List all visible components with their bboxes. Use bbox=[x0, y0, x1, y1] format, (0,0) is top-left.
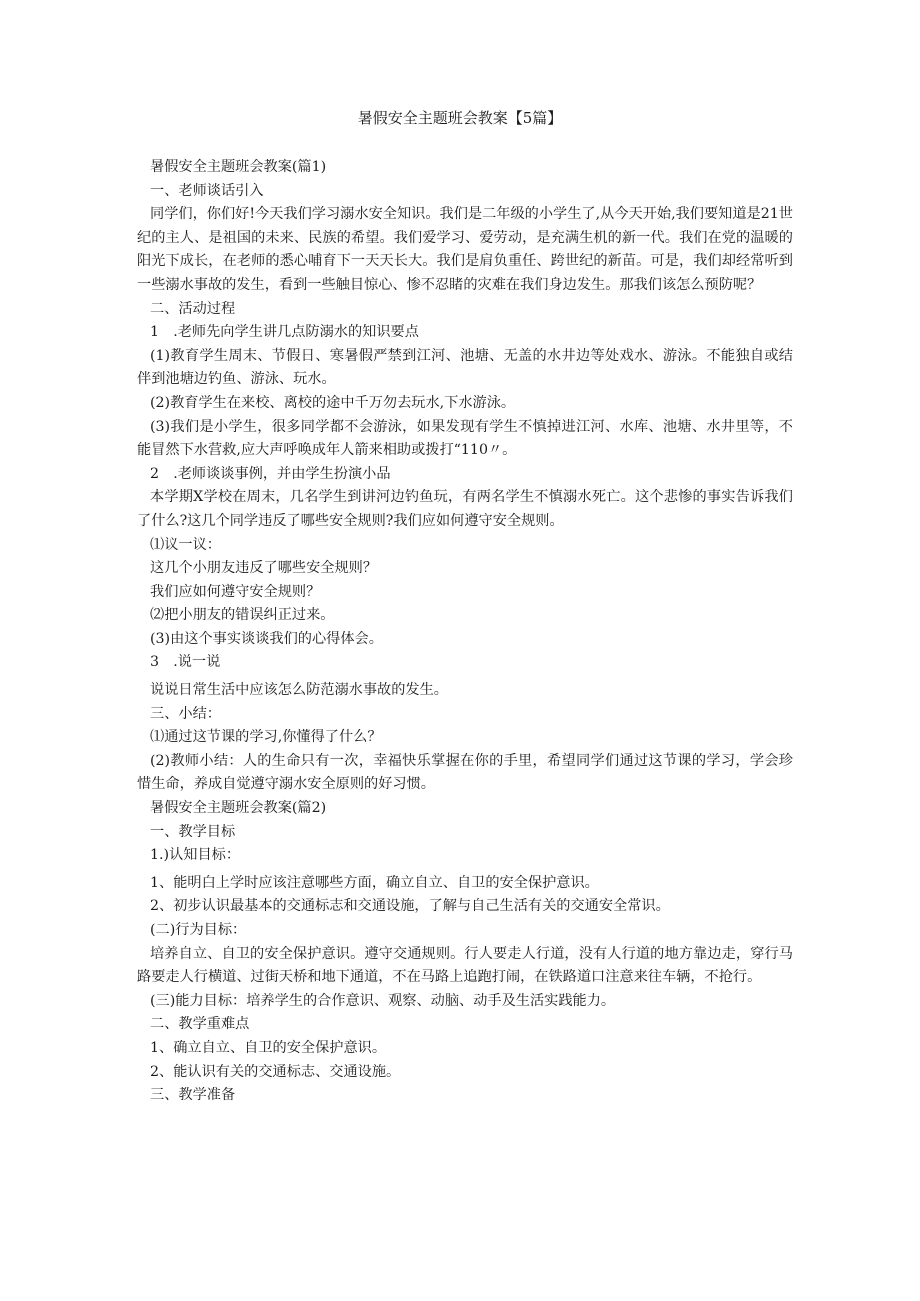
list-item-rule-3: (3)我们是小学生，很多同学都不会游泳，如果发现有学生不慎掉进江河、水库、池塘、水井里等，不能冒然下水营救,应大声呼唤成年人箭来相助或拨打“110〃。 bbox=[137, 418, 793, 459]
subheading-cognitive-goals: 1.)认知目标： bbox=[150, 847, 241, 864]
heading-teacher-intro: 一、老师谈话引入 bbox=[150, 182, 264, 199]
list-item-correct-mistakes: ⑵把小朋友的错误纠正过来。 bbox=[150, 607, 335, 624]
list-item-rule-1: (1)教育学生周末、节假日、寒暑假严禁到江河、池塘、无盖的水井边等处戏水、游泳。不能独自或结伴到池塘边钓鱼、游泳、玩水。 bbox=[137, 347, 793, 388]
section-heading-lesson-1: 暑假安全主题班会教案(篇1) bbox=[150, 159, 327, 175]
paragraph-ability-goals: (三)能力目标：培养学生的合作意识、观察、动脑、动手及生活实践能力。 bbox=[150, 992, 616, 1009]
document-body bbox=[137, 156, 793, 1108]
list-item-say-it: 3 .说一说 bbox=[150, 654, 221, 671]
heading-preparation: 三、教学准备 bbox=[150, 1087, 236, 1104]
list-item-what-learned: ⑴通过这节课的学习,你懂得了什么？ bbox=[150, 729, 382, 746]
document-title: 暑假安全主题班会教案【5篇】 bbox=[357, 109, 563, 127]
list-item-knowledge-points: 1 .老师先向学生讲几点防溺水的知识要点 bbox=[150, 324, 419, 341]
question-follow-rules: 我们应如何遵守安全规则？ bbox=[150, 583, 321, 600]
question-rules-violated: 这几个小朋友违反了哪些安全规则？ bbox=[150, 560, 378, 577]
paragraph-case-description: 本学期X学校在周末，几名学生到讲河边钓鱼玩，有两名学生不慎溺水死亡。这个悲惨的事实告诉我们了什么?这几个同学违反了哪些安全规则?我们应如何遵守安全规则。 bbox=[137, 489, 793, 529]
paragraph-intro-speech: 同学们，你们好!今天我们学习溺水安全知识。我们是二年级的小学生了,从今天开始,我们要知道是21世纪的主人、是祖国的未来、民族的希望。我们爱学习、爱劳动，是充满生机的新一代。我们在党的温暖的阳光下成长，在老师的悉心哺育下一天天长大。我们是肩负重任、跨世纪的新苗。可是，我们却经常听到一些溺水事故的发生，看到一些触目惊心、惨不忍睹的灾难在我们身边发生。那我们该怎么预防呢？ bbox=[137, 206, 793, 293]
heading-activity-process: 二、活动过程 bbox=[150, 300, 236, 317]
list-item-key-point-1: 1、确立自立、自卫的安全保护意识。 bbox=[150, 1039, 387, 1056]
list-item-discuss: ⑴议一议： bbox=[150, 536, 221, 553]
list-item-cognitive-2: 2、初步认识最基本的交通标志和交通设施，了解与自己生活有关的交通安全常识。 bbox=[150, 898, 670, 915]
paragraph-behavior-goals: 培养自立、自卫的安全保护意识。遵守交通规则。行人要走人行道，没有人行道的地方靠边走，穿行马路要走人行横道、过街天桥和地下通道，不在马路上追跑打闹，在铁路道口注意来往车辆，不抢行。 bbox=[137, 945, 793, 986]
list-item-reflections: (3)由这个事实谈谈我们的心得体会。 bbox=[150, 630, 383, 647]
list-item-rule-2: (2)教育学生在来校、离校的途中千万勿去玩水,下水游泳。 bbox=[150, 394, 516, 411]
heading-key-points: 二、教学重难点 bbox=[150, 1016, 250, 1033]
list-item-cognitive-1: 1、能明白上学时应该注意哪些方面，确立自立、自卫的安全保护意识。 bbox=[150, 874, 599, 891]
list-item-case-study: 2 .老师谈谈事例，并由学生扮演小品 bbox=[150, 465, 391, 482]
heading-summary: 三、小结： bbox=[150, 705, 221, 722]
heading-teaching-goals: 一、教学目标 bbox=[150, 823, 236, 840]
section-heading-lesson-2: 暑假安全主题班会教案(篇2) bbox=[150, 800, 327, 817]
list-item-teacher-summary: (2)教师小结：人的生命只有一次，幸福快乐掌握在你的手里，希望同学们通过这节课的学习，学会珍惜生命，养成自觉遵守溺水安全原则的好习惯。 bbox=[137, 752, 793, 793]
paragraph-daily-prevention: 说说日常生活中应该怎么防范溺水事故的发生。 bbox=[150, 682, 448, 699]
subheading-behavior-goals: (二)行为目标： bbox=[150, 922, 247, 938]
list-item-key-point-2: 2、能认识有关的交通标志、交通设施。 bbox=[150, 1063, 401, 1080]
